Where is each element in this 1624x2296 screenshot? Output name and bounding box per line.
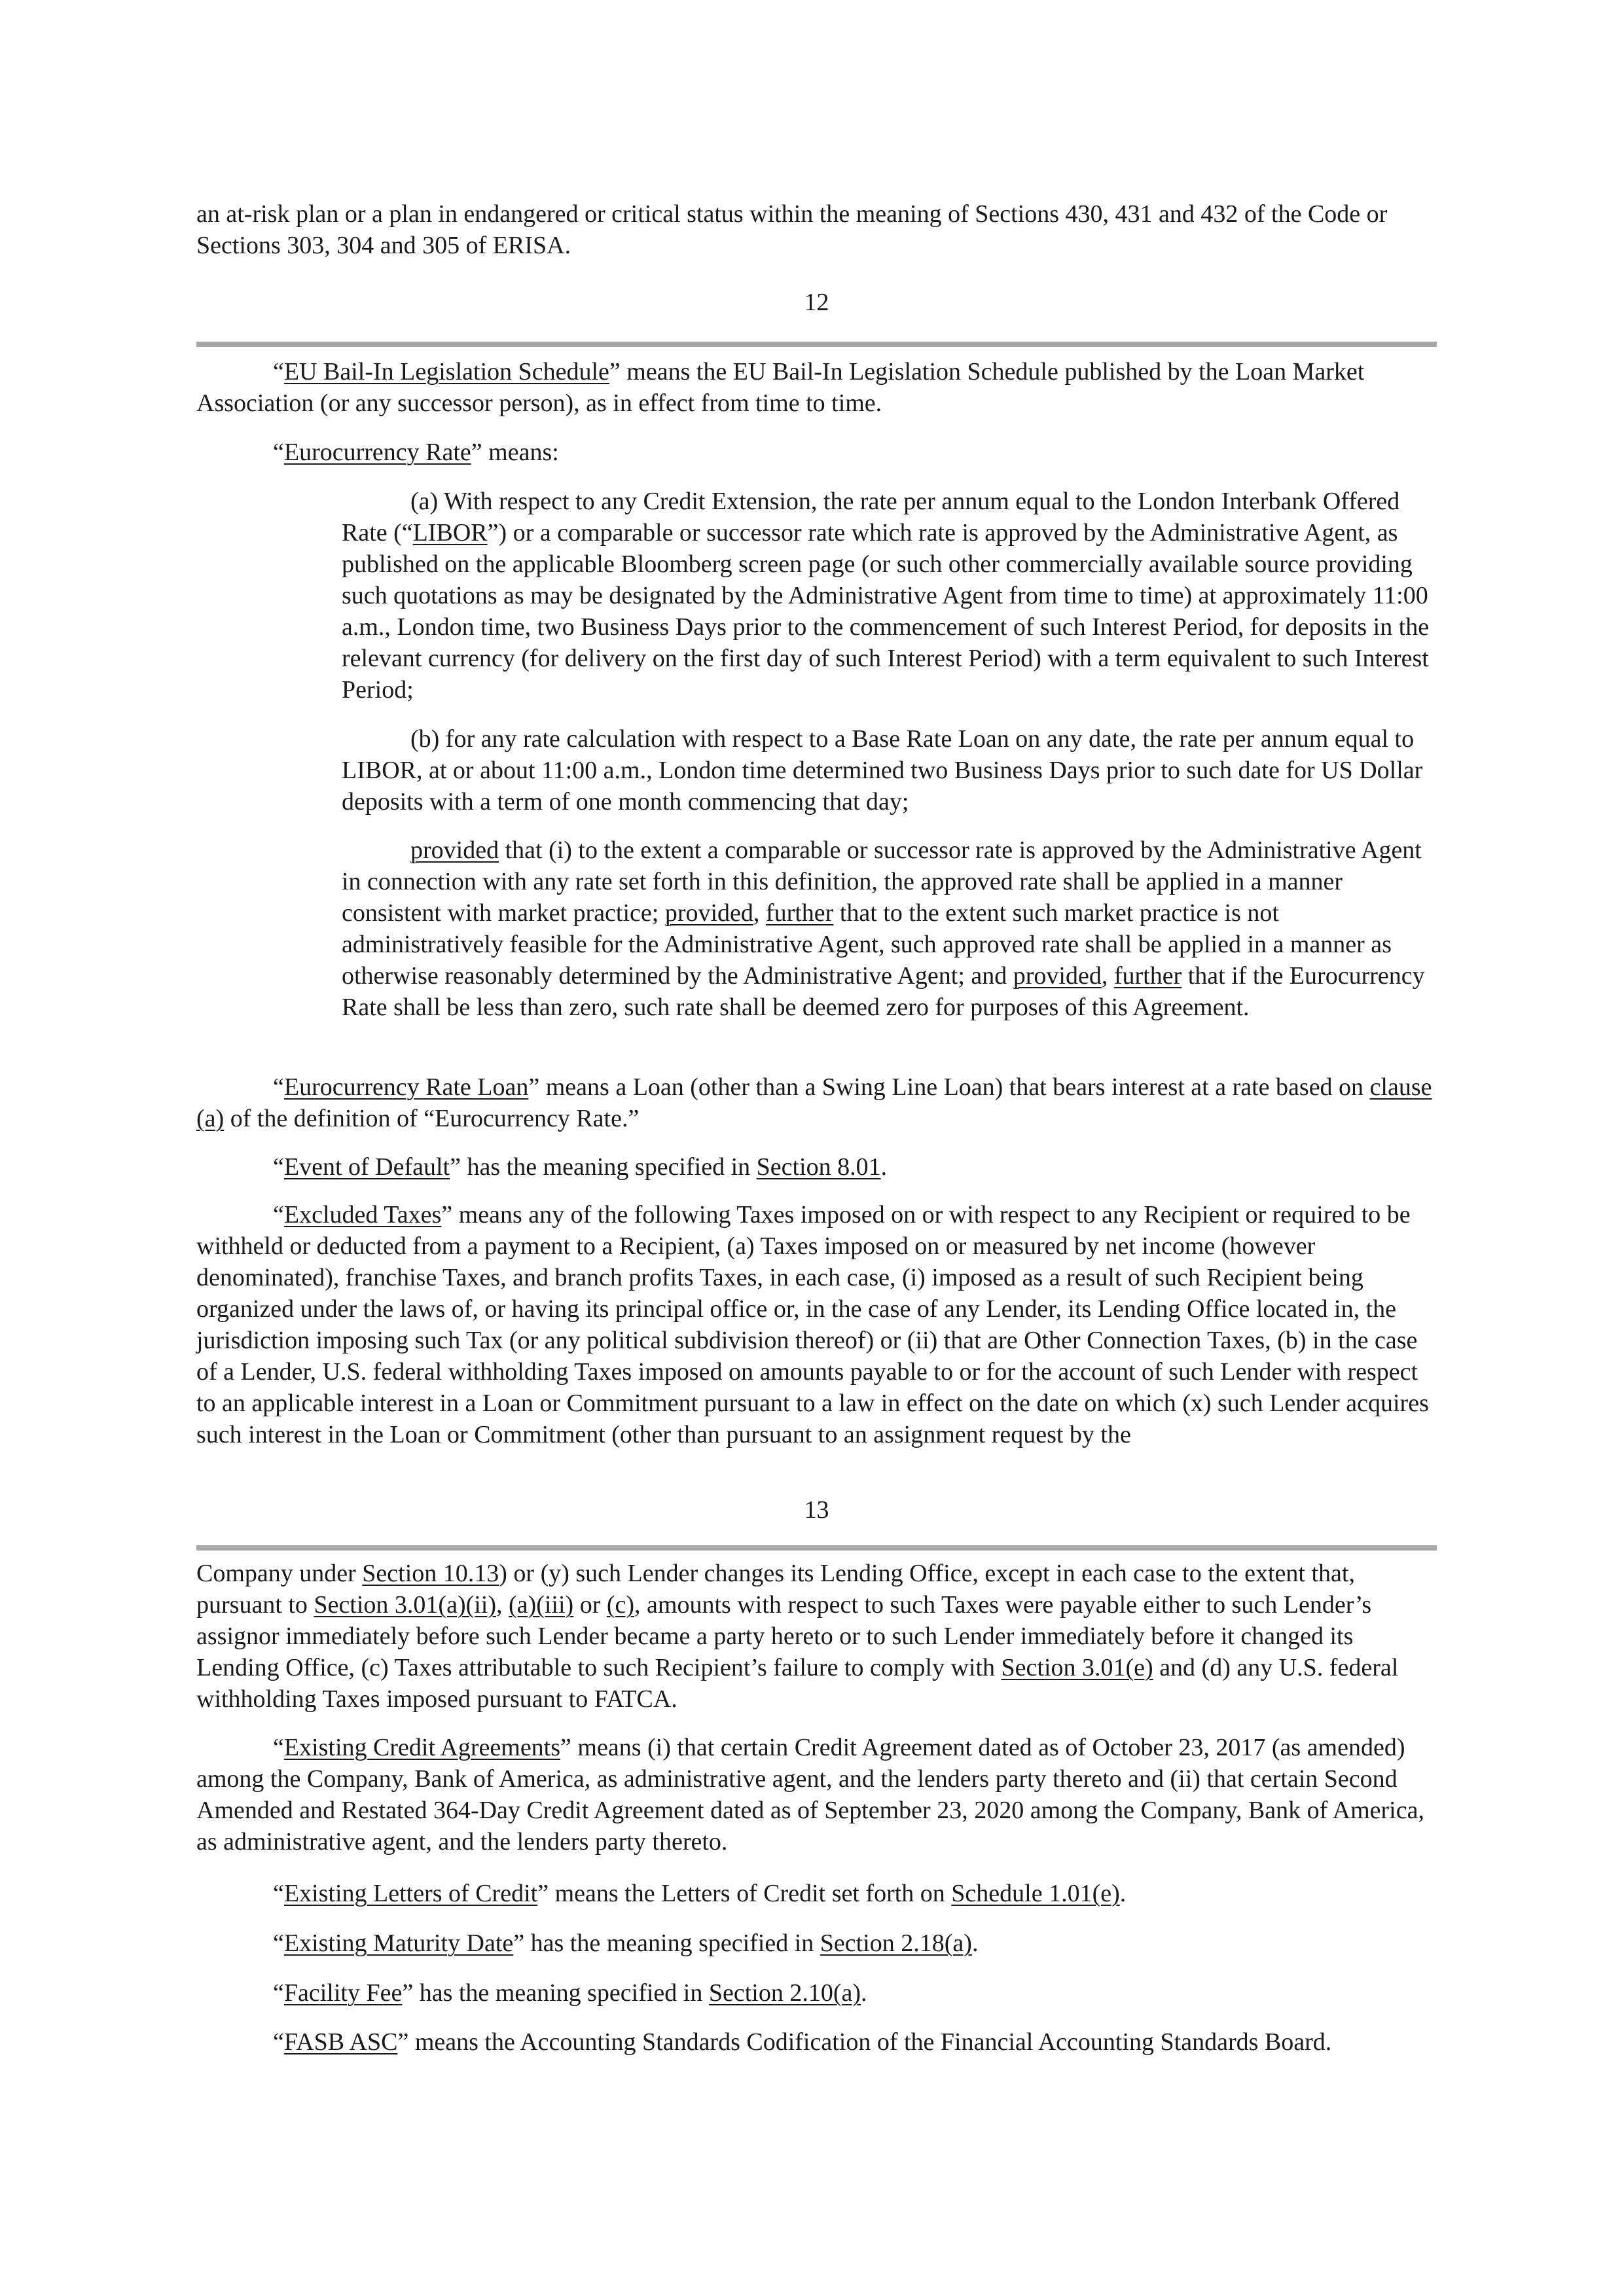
intro-paragraph: an at-risk plan or a plan in endangered or critical status within the meaning of Sections 430, 431 and 432 of the Code or Sections 303, 304 and 305 of ERISA. xyxy=(196,200,1388,259)
defined-term: Excluded Taxes xyxy=(283,1201,442,1229)
defined-term: Existing Maturity Date xyxy=(283,1929,514,1957)
defined-term: EU Bail-In Legislation Schedule xyxy=(283,358,609,386)
definition-fasb-asc: “FASB ASC” means the Accounting Standards Codification of the Financial Accounting Standards Board. xyxy=(273,2028,1332,2056)
eurocurrency-clause-b: (b) for any rate calculation with respect to a Base Rate Loan on any date, the rate per annum equal to LIBOR, at or about 11:00 a.m., London time determined two Business Days prior to such date for US Dollar deposits with a term of one month commencing that day; xyxy=(342,725,1423,816)
cross-reference: (c) xyxy=(606,1591,635,1619)
defined-term: LIBOR xyxy=(412,519,488,547)
cross-reference: Schedule 1.01(e) xyxy=(951,1880,1120,1907)
cross-reference: clause (a) xyxy=(196,1073,1432,1132)
eurocurrency-clause-a: (a) With respect to any Credit Extension, the rate per annum equal to the London Interbank Offered Rate (“LIBOR”) or a comparable or successor rate which rate is approved by the Administrative Agent, as published on the applicable Bloomberg screen page (or such other commercially available source providing such quotations as may be designated by the Administrative Agent from time to time) at approximately 11:00 a.m., London time, two Business Days prior to the commencement of such Interest Period, for deposits in the relevant currency (for delivery on the first day of such Interest Period) with a term equivalent to such Interest Period; xyxy=(342,488,1430,704)
definition-existing-credit-agreements: “Existing Credit Agreements” means (i) that certain Credit Agreement dated as of October 23, 2017 (as amended) among the Company, Bank of America, as administrative agent, and the lenders party thereto and (ii) that certain Second Amended and Restated 364-Day Credit Agreement dated as of September 23, 2020 among the Company, Bank of America, as administrative agent, and the lenders party thereto. xyxy=(196,1734,1424,1856)
cross-reference: Section 3.01(a)(ii) xyxy=(314,1591,497,1619)
defined-term: Eurocurrency Rate Loan xyxy=(283,1073,529,1101)
cross-reference: Section 2.10(a) xyxy=(708,1979,861,2007)
cross-reference: Section 8.01 xyxy=(756,1153,881,1181)
definition-event-of-default: “Event of Default” has the meaning specified in Section 8.01. xyxy=(273,1153,888,1181)
definition-existing-letters-of-credit: “Existing Letters of Credit” means the Letters of Credit set forth on Schedule 1.01(e). xyxy=(273,1880,1127,1907)
definition-excluded-taxes: “Excluded Taxes” means any of the following Taxes imposed on or with respect to any Recipient or required to be withheld or deducted from a payment to a Recipient, (a) Taxes imposed on or measured by net income (however denominated), franchise Taxes, and branch profits Taxes, in each case, (i) imposed as a result of such Recipient being organized under the laws of, or having its principal office or, in the case of any Lender, its Lending Office located in, the jurisdiction imposing such Tax (or any political subdivision thereof) or (ii) that are Other Connection Taxes, (b) in the case of a Lender, U.S. federal withholding Taxes imposed on amounts payable to or for the account of such Lender with respect to an applicable interest in a Loan or Commitment pursuant to a law in effect on the date on which (x) such Lender acquires such interest in the Loan or Commitment (other than pursuant to an assignment request by the xyxy=(196,1201,1429,1448)
defined-term: Existing Credit Agreements xyxy=(283,1734,561,1761)
definition-facility-fee: “Facility Fee” has the meaning specified in Section 2.10(a). xyxy=(273,1979,867,2007)
page-number-13: 13 xyxy=(804,1496,829,1524)
definition-eurocurrency-rate: “Eurocurrency Rate” means: xyxy=(273,439,559,466)
defined-term: Facility Fee xyxy=(283,1979,403,2007)
cross-reference: (a)(iii) xyxy=(509,1591,574,1619)
defined-term: Event of Default xyxy=(283,1153,450,1181)
page-number-12: 12 xyxy=(804,289,829,316)
cross-reference: Section 10.13 xyxy=(362,1560,499,1587)
page-divider xyxy=(196,342,1437,347)
cross-reference: Section 3.01(e) xyxy=(1001,1654,1153,1681)
definition-existing-maturity-date: “Existing Maturity Date” has the meaning specified in Section 2.18(a). xyxy=(273,1929,979,1957)
page-divider xyxy=(196,1545,1437,1551)
defined-term: Eurocurrency Rate xyxy=(283,439,471,466)
excluded-taxes-continued: Company under Section 10.13) or (y) such Lender changes its Lending Office, except in each case to the extent that, pursuant to Section 3.01(a)(ii), (a)(iii) or (c), amounts with respect to such Taxes were payable either to such Lender’s assignor immediately before such Lender became a party hereto or to such Lender immediately before it changed its Lending Office, (c) Taxes attributable to such Recipient’s failure to comply with Section 3.01(e) and (d) any U.S. federal withholding Taxes imposed pursuant to FATCA. xyxy=(196,1560,1399,1713)
defined-term: FASB ASC xyxy=(283,2028,398,2056)
eurocurrency-proviso: provided that (i) to the extent a comparable or successor rate is approved by the Administrative Agent in connection with any rate set forth in this definition, the approved rate shall be applied in a manner consistent with market practice; provided, further that to the extent such market practice is not administratively feasible for the Administrative Agent, such approved rate shall be applied in a manner as otherwise reasonably determined by the Administrative Agent; and provided, further that if the Eurocurrency Rate shall be less than zero, such rate shall be deemed zero for purposes of this Agreement. xyxy=(342,836,1425,1021)
cross-reference: Section 2.18(a) xyxy=(820,1929,972,1957)
defined-term: Existing Letters of Credit xyxy=(283,1880,538,1907)
definition-eu-bail-in: “EU Bail-In Legislation Schedule” means the EU Bail-In Legislation Schedule published by the Loan Market Association (or any successor person), as in effect from time to time. xyxy=(196,358,1365,417)
definition-eurocurrency-rate-loan: “Eurocurrency Rate Loan” means a Loan (other than a Swing Line Loan) that bears interest at a rate based on clause (a) of the definition of “Eurocurrency Rate.” xyxy=(196,1073,1432,1132)
